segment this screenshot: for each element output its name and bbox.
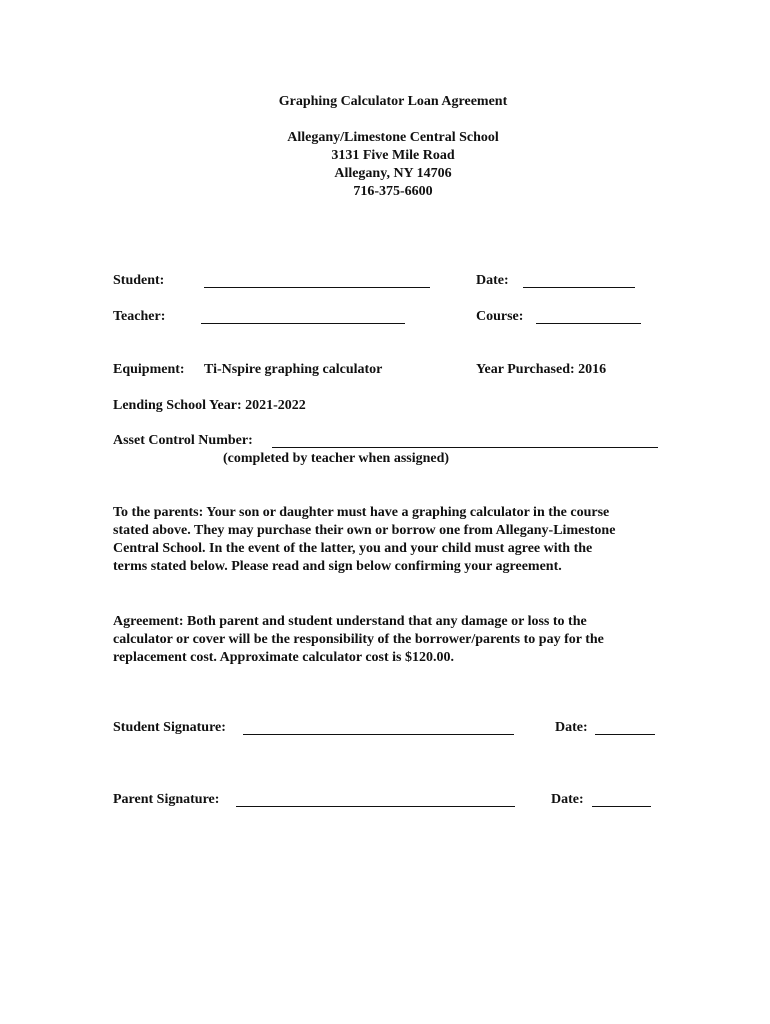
teacher-label: Teacher: <box>113 309 166 324</box>
student-name-field[interactable] <box>204 287 430 288</box>
parents-line: stated above. They may purchase their own or borrow one from Allegany-Limestone <box>113 523 616 538</box>
student-signature-date-label: Date: <box>555 720 588 735</box>
parents-line: To the parents: Your son or daughter must have a graphing calculator in the course <box>113 505 610 520</box>
agreement-line: calculator or cover will be the responsibility of the borrower/parents to pay for the <box>113 632 604 647</box>
agreement-line: Agreement: Both parent and student understand that any damage or loss to the <box>113 614 587 629</box>
date-label: Date: <box>476 273 509 288</box>
student-signature-field[interactable] <box>243 734 514 735</box>
equipment-value: Ti-Nspire graphing calculator <box>204 362 383 377</box>
parent-signature-label: Parent Signature: <box>113 792 220 807</box>
school-phone: 716-375-6600 <box>353 184 433 199</box>
course-field[interactable] <box>536 323 641 324</box>
school-address: 3131 Five Mile Road <box>331 148 455 163</box>
student-signature-date-field[interactable] <box>595 734 655 735</box>
document-title: Graphing Calculator Loan Agreement <box>278 94 508 109</box>
teacher-name-field[interactable] <box>201 323 405 324</box>
parents-line: Central School. In the event of the latter, you and your child must agree with the <box>113 541 593 556</box>
asset-control-label: Asset Control Number: <box>113 433 253 448</box>
school-name: Allegany/Limestone Central School <box>287 130 499 145</box>
course-label: Course: <box>476 309 524 324</box>
parents-paragraph <box>113 504 673 576</box>
equipment-label: Equipment: <box>113 362 185 377</box>
year-purchased: Year Purchased: 2016 <box>476 362 607 377</box>
lending-school-year: Lending School Year: 2021-2022 <box>113 398 306 413</box>
agreement-line: replacement cost. Approximate calculator cost is $120.00. <box>113 650 455 665</box>
parent-signature-date-field[interactable] <box>592 806 651 807</box>
parents-line: terms stated below. Please read and sign below confirming your agreement. <box>113 559 562 574</box>
parent-signature-date-label: Date: <box>551 792 584 807</box>
asset-control-field[interactable] <box>272 447 658 448</box>
student-signature-label: Student Signature: <box>113 720 226 735</box>
date-field[interactable] <box>523 287 635 288</box>
student-label: Student: <box>113 273 165 288</box>
asset-control-note: (completed by teacher when assigned) <box>223 451 450 466</box>
school-city: Allegany, NY 14706 <box>334 166 452 181</box>
parent-signature-field[interactable] <box>236 806 515 807</box>
agreement-paragraph <box>113 613 673 667</box>
